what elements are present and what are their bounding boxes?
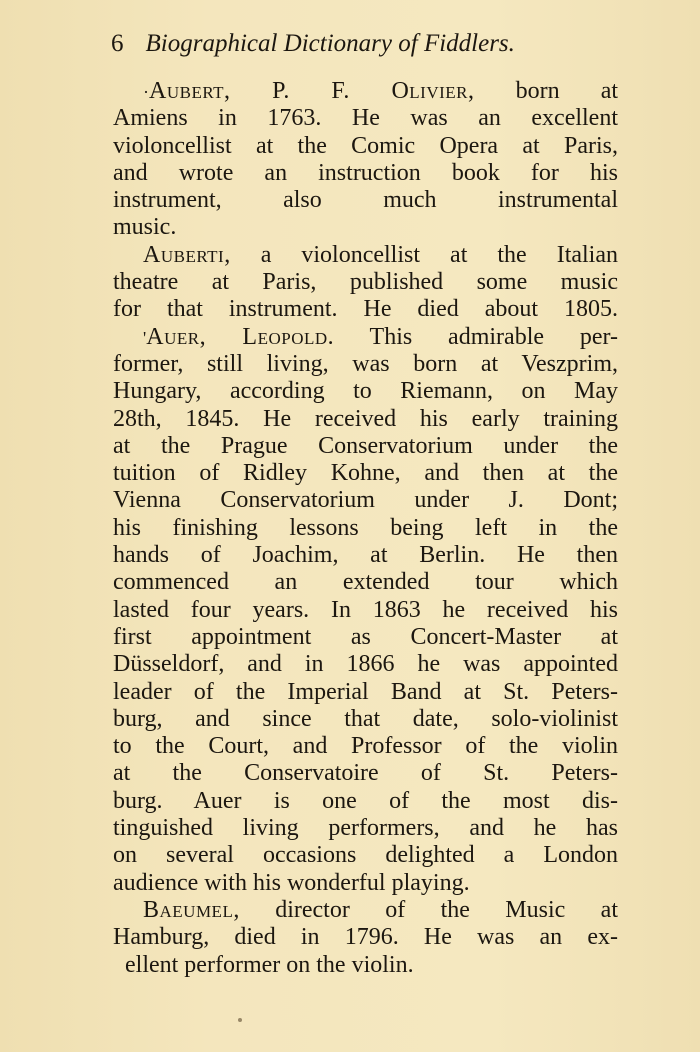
- dictionary-entry: [113, 897, 618, 979]
- text-line: former, still living, was born at Veszprim,: [113, 350, 618, 377]
- margin-mark: ': [143, 327, 147, 348]
- text-line: at the Conservatoire of St. Peters-: [113, 760, 618, 787]
- entry-headword: Aubert, P. F. Olivier,: [149, 78, 475, 104]
- page-number: 6: [111, 30, 124, 57]
- dictionary-text: [113, 78, 618, 979]
- text-line: born at: [474, 78, 619, 104]
- text-line: This admirable per-: [334, 323, 619, 350]
- running-head: [111, 26, 611, 62]
- margin-mark: ·: [143, 82, 149, 102]
- text-line: commenced an extended tour which: [113, 569, 618, 596]
- text-line: a violoncellist at the Italian: [230, 241, 618, 268]
- text-line: music.: [113, 214, 177, 241]
- text-line: ellent performer on the violin.: [125, 951, 414, 978]
- text-line: at the Prague Conservatorium under the: [113, 432, 618, 459]
- text-line: burg. Auer is one of the most dis-: [113, 787, 618, 814]
- entry-first-line: [113, 242, 618, 269]
- text-line: 28th, 1845. He received his early training: [113, 405, 618, 432]
- text-line: his finishing lessons being left in the: [113, 514, 618, 541]
- text-line: tuition of Ridley Kohne, and then at the: [113, 460, 618, 487]
- dictionary-entry: [113, 242, 618, 324]
- text-line: director of the Music at: [239, 896, 618, 923]
- entry-first-line: [113, 897, 618, 924]
- text-line: hands of Joachim, at Berlin. He then: [113, 542, 618, 569]
- text-line: theatre at Paris, published some music: [113, 269, 618, 296]
- text-line: first appointment as Concert-Master at: [113, 623, 618, 650]
- entry-headword: Auer, Leopold.: [146, 323, 335, 350]
- text-line: for that instrument. He died about 1805.: [113, 296, 618, 323]
- text-line: and wrote an instruction book for his: [113, 159, 618, 186]
- text-line: Amiens in 1763. He was an excellent: [113, 105, 618, 132]
- entry-first-line: [113, 78, 618, 105]
- entry-first-line: [113, 324, 618, 351]
- text-line: audience with his wonderful playing.: [113, 869, 470, 896]
- text-line: burg, and since that date, solo-violinist: [113, 705, 618, 732]
- running-title: Biographical Dictionary of Fiddlers.: [145, 30, 515, 57]
- text-line: tinguished living performers, and he has: [113, 815, 618, 842]
- text-line: leader of the Imperial Band at St. Peters-: [113, 678, 618, 705]
- entry-headword: Auberti,: [143, 241, 231, 268]
- text-line: violoncellist at the Comic Opera at Paris,: [113, 132, 618, 159]
- text-line: instrument, also much instrumental: [113, 187, 618, 214]
- dictionary-entry: [113, 324, 618, 897]
- text-line: Düsseldorf, and in 1866 he was appointed: [113, 651, 618, 678]
- entry-headword: Baeumel,: [143, 896, 240, 923]
- text-line: on several occasions delighted a London: [113, 842, 618, 869]
- paper-speck: [238, 1018, 242, 1022]
- text-line: Hungary, according to Riemann, on May: [113, 378, 618, 405]
- dictionary-entry: [113, 78, 618, 242]
- text-line: to the Court, and Professor of the violin: [113, 733, 618, 760]
- text-line: lasted four years. In 1863 he received his: [113, 596, 618, 623]
- text-line: Vienna Conservatorium under J. Dont;: [113, 487, 618, 514]
- text-line: Hamburg, died in 1796. He was an ex-: [113, 924, 618, 951]
